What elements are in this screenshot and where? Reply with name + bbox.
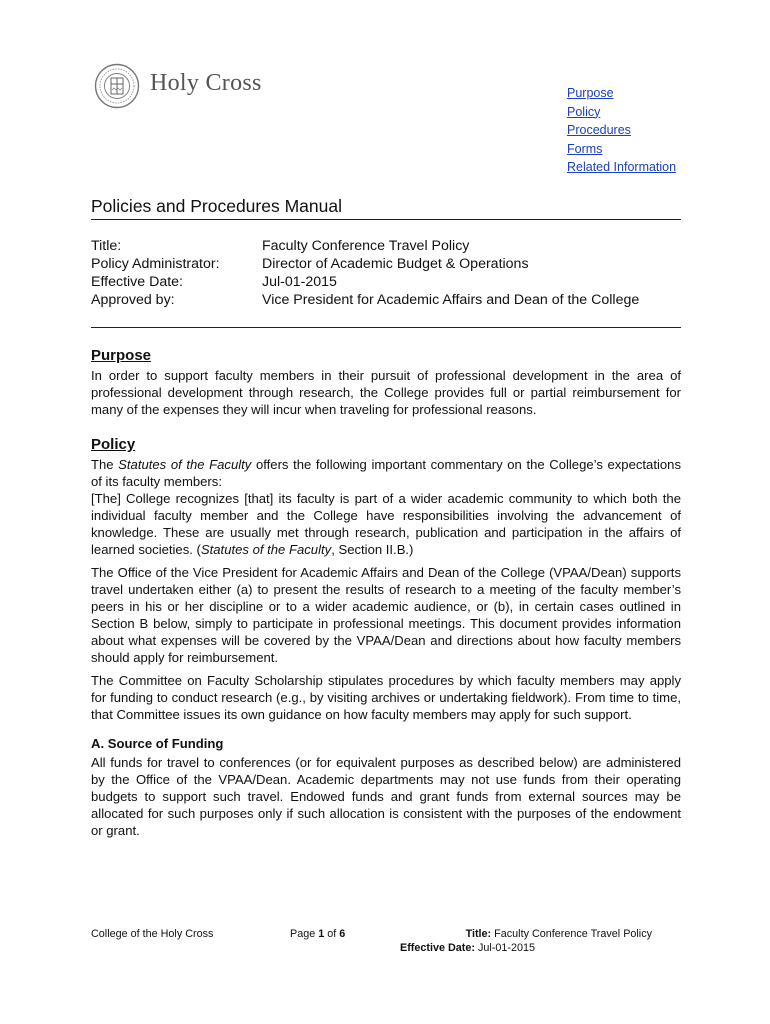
purpose-heading: Purpose [91,347,152,364]
meta-row-administrator [91,255,639,273]
meta-label: Title: [91,238,122,254]
meta-label: Policy Administrator: [91,256,220,272]
meta-value: Faculty Conference Travel Policy [262,238,470,254]
manual-title: Policies and Procedures Manual [91,196,681,220]
section-a-text: All funds for travel to conferences (or for equivalent purposes as described below) are administered by the Office of the VPAA/Dean. Academic departments may not use funds from their operating budgets to support such travel. Endowed funds and grant funds from external sources may be allocated for such purposes only if such allocation is consistent with the purposes of the endowment or grant. [91,755,681,838]
purpose-text: In order to support faculty members in their pursuit of professional development in the area of professional development through research, the College provides full or partial reimbursement for many of the expenses they will incur when traveling for professional reasons. [91,368,681,417]
toc-link-forms[interactable]: Forms [567,141,603,156]
meta-row-title [91,237,639,255]
meta-value: Director of Academic Budget & Operations [262,256,529,272]
meta-value: Jul-01-2015 [262,274,337,290]
policy-intro: The Statutes of the Faculty offers the following important commentary on the College’s expectations of its faculty members: [91,457,681,489]
page-footer [91,928,681,958]
holy-cross-seal-icon [94,63,140,109]
section-divider [91,327,681,328]
toc-link-purpose[interactable]: Purpose [567,86,614,100]
meta-label: Effective Date: [91,274,184,290]
footer-title: Title: Faculty Conference Travel Policy [465,928,652,940]
document-body [91,347,681,839]
section-a-heading: A. Source of Funding [91,736,224,751]
toc-link-related-information[interactable]: Related Information [567,160,677,174]
section-links [567,84,676,177]
policy-paragraph-committee: The Committee on Faculty Scholarship stipulates procedures by which faculty members may apply for funding to conduct research (e.g., by visiting archives or undertaking fieldwork). From time to time, that Committee issues its own guidance on how faculty members may apply for such support. [91,673,681,722]
policy-heading: Policy [91,436,136,453]
policy-paragraph-vpaa: The Office of the Vice President for Academic Affairs and Dean of the College (VPAA/Dean) supports travel undertaken either (a) to present the results of research to a meeting of the faculty member’s peers in his or her discipline or to a wider academic audience, or (b), in certain cases outlined in Section B below, simply to participate in professional meetings. This document provides information about what expenses will be covered by the VPAA/Dean and directions about how faculty members should apply for reimbursement. [91,565,681,665]
logo-wordmark: Holy Cross [150,69,262,96]
statutes-citation: Statutes of the Faculty [200,542,332,557]
footer-college: College of the Holy Cross [91,928,214,940]
meta-row-effective-date [91,273,639,291]
footer-page-number: Page 1 of 6 [290,928,346,940]
statutes-quote: [The] College recognizes [that] its faculty is part of a wider academic community to which both the individual faculty member and the College have responsibilities involving the advancement of knowledge. These are usually met through research, publication and participation in the affairs of learned societies. (Statutes of the Faculty, Section II.B.) [91,491,681,557]
statutes-citation: Statutes of the Faculty [118,457,252,472]
footer-effective-date: Effective Date: Jul-01-2015 [400,942,536,954]
policy-metadata [91,237,639,309]
meta-value: Vice President for Academic Affairs and Dean of the College [262,292,640,308]
toc-link-procedures[interactable]: Procedures [567,123,631,137]
toc-link-policy[interactable]: Policy [567,104,601,119]
meta-row-approved-by [91,291,639,309]
meta-label: Approved by: [91,292,175,308]
college-logo [94,63,262,109]
